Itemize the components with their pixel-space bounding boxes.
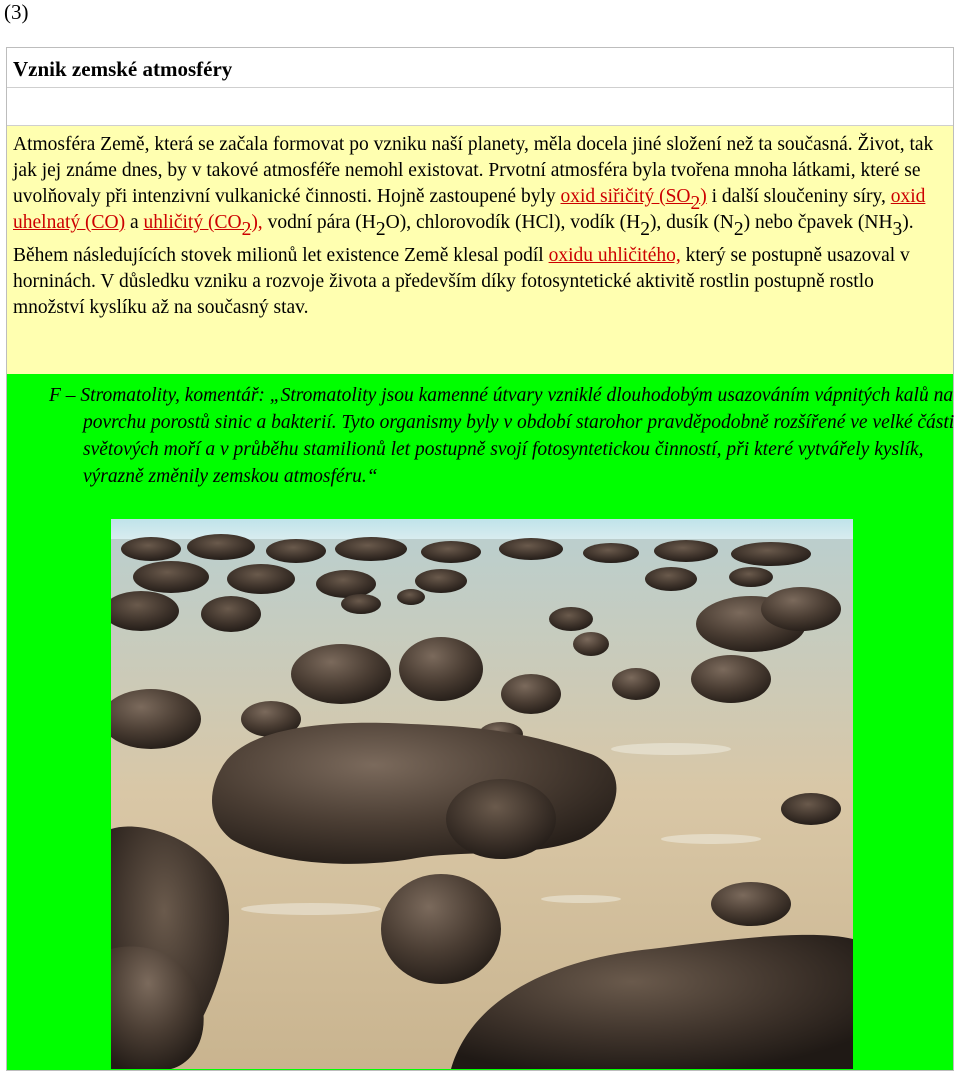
link-carbon-monoxide[interactable]: oxid uhelnatý (CO) [13, 186, 926, 233]
paragraph-1 [13, 132, 947, 240]
empty-row [7, 88, 953, 126]
link-carbon-dioxide[interactable]: uhličitý $(CO_2)$, [143, 212, 263, 240]
text-run: vodní pára (H [262, 212, 376, 233]
text-block [7, 126, 953, 374]
text-run: O), chlorovodík (HCl), vodík (H [385, 212, 641, 233]
figure-block [7, 374, 953, 1070]
page-number: (3) [4, 0, 29, 24]
text-run: který se postupně usazoval v horninách. V důsledku vzniku a rozvoje života a především díky fotosyntetické aktivitě rostlin postupně rostlo množství kyslíku až na současný stav. [13, 245, 910, 318]
text-run: ). [902, 212, 914, 233]
text-run: ) nebo čpavek (NH [743, 212, 893, 233]
text-run: ), dusík (N [649, 212, 734, 233]
text-run: Během následujících stovek milionů let existence Země klesal podíl [13, 245, 549, 266]
text-run: i další sloučeniny síry, [706, 186, 891, 207]
section-title: Vznik zemské atmosféry [13, 57, 233, 81]
title-row [7, 48, 953, 88]
text-run: a [125, 212, 144, 233]
subscript: 2 [640, 219, 650, 240]
content-table [6, 47, 954, 1071]
paragraph-2 [13, 243, 947, 321]
link-sulfur-dioxide[interactable]: oxid siřičitý $(SO_2)$ [560, 186, 707, 214]
figure-caption: F – Stromatolity, komentář: „Stromatolity jsou kamenné útvary vzniklé dlouhodobým usazováním vápnitých kalů na povrchu porostů sinic a bakterií. Tyto organismy byly v období starohor pravděpodobně rozšířené ve velké části světových moří a v průběhu stamilionů let postupně svojí fotosyntetickou činností, při které vytvářely kyslík, výrazně změnily zemskou atmosféru.“ [49, 385, 955, 487]
subscript: 2 [733, 219, 744, 240]
subscript: 3 [892, 219, 903, 240]
text-run: Atmosféra Země, která se začala formovat po vzniku naší planety, měla docela jiné složení než ta současná. Život, tak jak jej známe dnes, by v takové atmosféře nemohl existovat. Prvotní atmosféra byla tvořena mnoha látkami, které se uvolňovaly při intenzivní vulkanické činnosti. Hojně zastoupené byly [13, 134, 934, 207]
stromatolites-photo [111, 519, 853, 1069]
subscript: 2 [375, 219, 386, 240]
link-carbon-dioxide-2[interactable]: oxidu uhličitého, [548, 245, 681, 266]
